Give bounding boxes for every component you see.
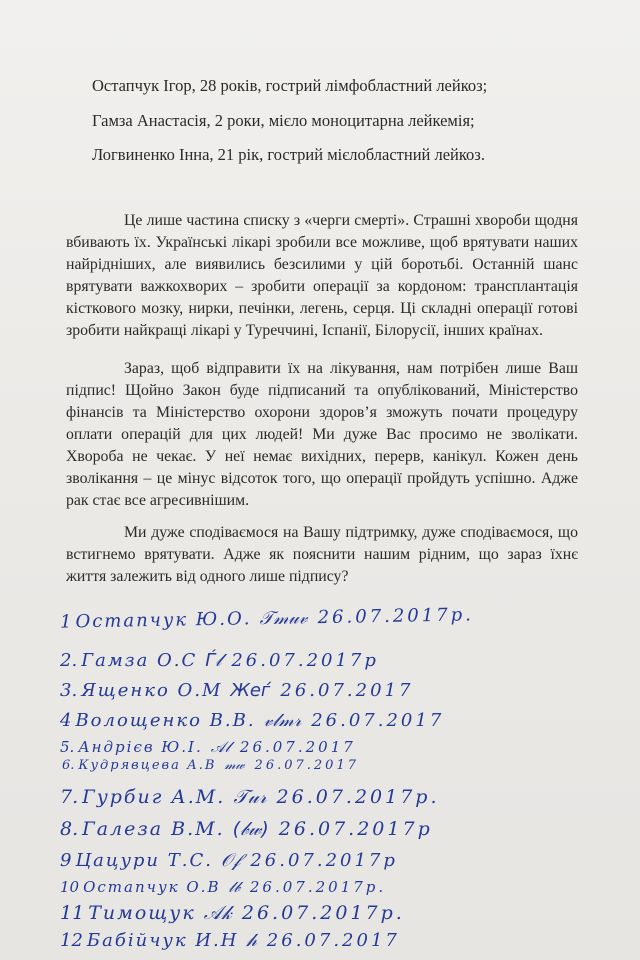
signature-row (60, 738, 356, 756)
signature-name: Остапчук Ю.О. (75, 608, 252, 633)
signature-name: Кудрявцева А.В (78, 758, 217, 773)
signature-row (60, 650, 379, 671)
signature-number: 7. (60, 786, 79, 808)
signature-name: Ященко О.М (81, 680, 223, 701)
signature-number: 12 (60, 930, 83, 951)
signature-number: 6. (62, 758, 75, 773)
handwritten-signature: Жеѓ (230, 680, 271, 701)
signature-name: Цацури Т.С. (75, 850, 213, 871)
signature-number: 11 (60, 902, 85, 924)
handwritten-signature: 𝒜𝓀 (203, 902, 232, 924)
signature-name: Гурбиг А.М. (82, 786, 226, 808)
handwritten-signature: 𝒜𝓁 (210, 738, 230, 756)
handwritten-signature: 𝒯𝓊𝓇 (233, 786, 267, 808)
signature-date: 26.07.2017р (278, 818, 433, 840)
signature-date: 26.07.2017р. (317, 604, 475, 629)
patient-entry: Остапчук Ігор, 28 років, гострий лімфобластний лейкоз; (92, 76, 488, 95)
handwritten-signature: Ѓ𝓁 (205, 650, 222, 671)
signature-date: 26.07.2017р. (249, 878, 387, 896)
patient-entry: Логвиненко Інна, 21 рік, гострий мієлобластний лейкоз. (92, 145, 485, 165)
signature-row (60, 930, 400, 951)
handwritten-signature: 𝒽 (246, 930, 257, 951)
signature-number: 9 (60, 850, 72, 871)
signature-name: Волощенко В.В. (75, 710, 256, 731)
patient-list (92, 76, 612, 180)
signature-number: 4 (60, 710, 72, 731)
signature-number: 5. (60, 738, 75, 756)
signature-name: Галеза В.М. (82, 818, 225, 840)
signature-row (60, 878, 386, 896)
signature-row (60, 850, 398, 871)
handwritten-signature: 𝒯𝓂𝓊𝓋 (259, 607, 308, 630)
signature-row (60, 604, 474, 632)
signature-date: 26.07.2017р. (241, 902, 405, 924)
signature-number: 2. (60, 650, 78, 671)
appeal-paragraph-3: Ми дуже сподіваємося на Вашу підтримку, дуже сподіваємося, що встигнемо врятувати. Адже як пояснити нашим рідним, що зараз їхнє життя залежить від одного лише підпису? (66, 524, 578, 585)
signature-date: 26.07.2017 (280, 680, 414, 701)
signature-row (62, 758, 359, 773)
signature-row (60, 902, 405, 924)
signature-number: 10 (60, 878, 80, 896)
signature-name: Тимощук (88, 902, 196, 924)
signature-row (60, 710, 444, 731)
signature-row (60, 680, 413, 701)
signature-date: 26.07.2017р (250, 850, 398, 871)
signature-number: 1 (59, 611, 72, 633)
signature-date: 26.07.2017р (231, 650, 379, 671)
handwritten-signature: 𝓋𝓁𝓂𝓇 (263, 710, 302, 731)
appeal-paragraph-2: Зараз, щоб відправити їх на лікування, нам потрібен лише Ваш підпис! Щойно Закон буде підписаний та опублікований, Міністерство фінансів та Міністерство охорони здоров’я зможуть почати процедуру оплати операцій для цих людей! Ми дуже Вас просимо не зволікати. Хвороба не чекає. У неї немає вихідних, перерв, канікул. Кожен день зволікання – це мінус відсоток того, що операції пройдуть успішно. Адже рак стає все агресивнішим. (66, 360, 578, 509)
signature-date: 26.07.2017 (254, 758, 359, 773)
handwritten-signature: (𝒷𝓌) (232, 818, 269, 840)
signature-name: Гамза О.С (81, 650, 198, 671)
handwritten-signature: 𝓁𝒷 (228, 878, 240, 896)
signature-list (0, 590, 640, 960)
signature-date: 26.07.2017р. (276, 786, 440, 808)
signature-row (60, 786, 440, 808)
handwritten-signature: 𝒪𝒻 (220, 850, 241, 871)
appeal-paragraph-1: Це лише частина списку з «черги смерті». Страшні хвороби щодня вбивають їх. Українські лікарі зробили все можливе, щоб врятувати наших найрідніших, але виявились безсилими у цій боротьбі. Останній шанс врятувати важкохворих – зробити операції за кордоном: трансплантація кісткового мозку, нирки, печінки, легень, серця. Ці складні операції готові зробити найкращі лікарі у Туреччині, Іспанії, Білорусії, інших країнах. (66, 212, 578, 339)
signature-date: 26.07.2017 (239, 738, 356, 756)
signature-number: 8. (60, 818, 79, 840)
signature-number: 3. (60, 680, 78, 701)
patient-entry: Гамза Анастасія, 2 роки, мієло моноцитарна лейкемія; (92, 110, 475, 130)
signature-name: Бабійчук И.Н (86, 930, 239, 951)
signature-name: Остапчук О.В (83, 878, 221, 896)
signature-date: 26.07.2017 (311, 710, 445, 731)
signature-name: Андрієв Ю.І. (78, 738, 203, 756)
signature-row (60, 818, 433, 840)
signature-date: 26.07.2017 (266, 930, 400, 951)
handwritten-signature: 𝓂𝓌 (224, 758, 245, 773)
